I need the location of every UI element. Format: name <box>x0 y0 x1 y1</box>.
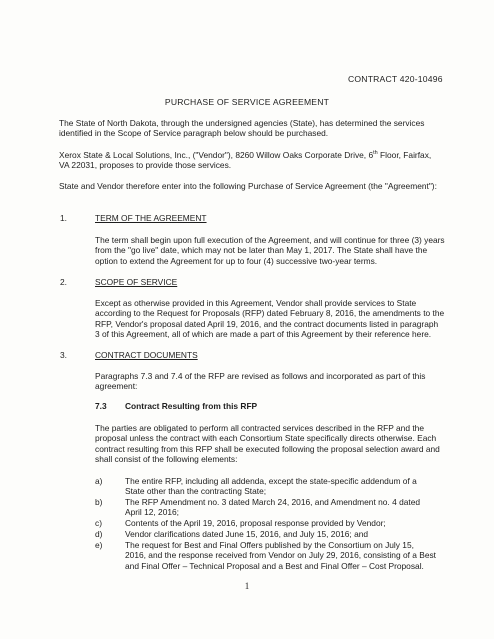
contract-number: CONTRACT 420-10496 <box>348 74 443 84</box>
section-1-body: The term shall begin upon full execution of the Agreement, and will continue for three (3) years from the "go live" date, which may not be later than May 1, 2017. The State shall have the option to extend the Agreement for up to four (4) successive two-year terms. <box>95 235 445 266</box>
section-2-number: 2. <box>60 277 67 287</box>
list-item-text: The RFP Amendment no. 3 dated March 24, 2016, and Amendment no. 4 dated April 12, 2016; <box>125 497 421 518</box>
intro-paragraph-1: The State of North Dakota, through the undersigned agencies (State), has determined the services identified in the Scope of Service paragraph below should be purchased. <box>59 118 425 139</box>
section-2-title: SCOPE OF SERVICE <box>95 277 178 287</box>
section-3-title: CONTRACT DOCUMENTS <box>95 350 198 360</box>
document-title: PURCHASE OF SERVICE AGREEMENT <box>164 97 330 107</box>
section-3-number: 3. <box>60 350 67 360</box>
list-item-letter: b) <box>95 497 103 507</box>
section-3-body: Paragraphs 7.3 and 7.4 of the RFP are revised as follows and incorporated as part of this agreement: <box>95 371 426 392</box>
intro-paragraph-2: Xerox State & Local Solutions, Inc., ("Vendor"), 8260 Willow Oaks Corporate Drive, 6th Floor, Fairfax, VA 22031, proposes to provide those services. <box>59 150 432 171</box>
intro-paragraph-3: State and Vendor therefore enter into the following Purchase of Service Agreement (the "Agreement"): <box>59 181 437 191</box>
section-1-number: 1. <box>60 213 67 223</box>
list-item-letter: e) <box>95 540 103 550</box>
section-2-body: Except as otherwise provided in this Agreement, Vendor shall provide services to State according to the Request for Proposals (RFP) dated February 8, 2016, the amendments to the RFP, Vendor's proposal dated April 19, 2016, and the contract documents listed in paragraph 3 of this Agreement, all of which are made a part of this Agreement by their reference here. <box>95 298 445 339</box>
subsection-title: Contract Resulting from this RFP <box>125 401 258 411</box>
list-item-letter: a) <box>95 476 103 486</box>
list-item-text: The entire RFP, including all addenda, except the state-specific addendum of a State other than the contracting State; <box>125 476 417 497</box>
subsection-number: 7.3 <box>95 401 107 411</box>
list-item-letter: d) <box>95 529 103 539</box>
list-item-text: Vendor clarifications dated June 15, 2016, and July 15, 2016; and <box>125 529 369 539</box>
list-item-text: Contents of the April 19, 2016, proposal response provided by Vendor; <box>125 518 386 528</box>
list-item-letter: c) <box>95 518 102 528</box>
subsection-body: The parties are obligated to perform all contracted services described in the RFP and the proposal unless the contract with each Consortium State specifically directs otherwise. Each contract resulting from this RFP shall be executed following the proposal selection award and shall consist of the following elements: <box>95 423 440 464</box>
page-number: 1 <box>244 581 250 591</box>
list-item-text: The request for Best and Final Offers published by the Consortium on July 15, 2016, and the response received from Vendor on July 29, 2016, consisting of a Best and Final Offer – Technical Proposal and a Best and Final Offer – Cost Proposal. <box>125 540 437 571</box>
section-1-title: TERM OF THE AGREEMENT <box>95 213 207 223</box>
